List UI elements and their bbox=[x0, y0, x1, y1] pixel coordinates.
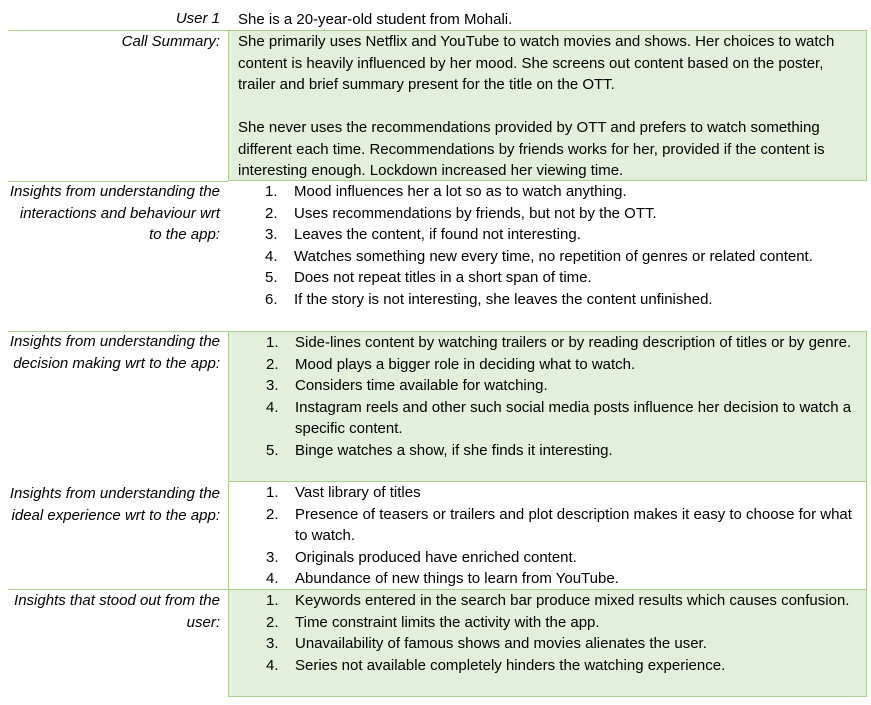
list-item-number: 1. bbox=[266, 592, 279, 609]
list-item-text: Side-lines content by watching trailers or by reading description of titles or by genre. bbox=[295, 334, 852, 351]
decision-list bbox=[238, 332, 858, 461]
list-item-number: 6. bbox=[265, 290, 278, 308]
list-item-number: 1. bbox=[265, 183, 278, 200]
decision-row bbox=[0, 331, 871, 482]
list-item-number: 4. bbox=[265, 247, 278, 265]
decision-content bbox=[228, 331, 867, 482]
call-summary-paragraph: She primarily uses Netflix and YouTube to watch movies and shows. Her choices to watch content is heavily influenced by her mood. She screens out content based on the poster, trailer and brief summary present for the title on the OTT. bbox=[238, 33, 835, 93]
user-description bbox=[228, 8, 867, 32]
list-item-text: Keywords entered in the search bar produce mixed results which causes confusion. bbox=[295, 592, 850, 609]
list-item-text: Binge watches a show, if she finds it interesting. bbox=[295, 441, 613, 459]
list-item-number: 1. bbox=[266, 484, 279, 501]
call-summary-paragraph: She never uses the recommendations provided by OTT and prefers to watch something different each time. Recommendations by friends works for her, provided if the content is interesting enough. Lockdown increased her viewing time. bbox=[238, 119, 825, 179]
ideal-row bbox=[0, 482, 871, 589]
list-item bbox=[237, 246, 859, 268]
list-item-number: 2. bbox=[266, 613, 279, 631]
stood-out-row bbox=[0, 590, 871, 697]
list-item-number: 3. bbox=[265, 226, 278, 243]
call-summary-row bbox=[0, 31, 871, 181]
decision-label: Insights from understanding the decision making wrt to the app: bbox=[9, 333, 220, 372]
list-item-text: Originals produced have enriched content. bbox=[295, 548, 577, 566]
list-item-text: Does not repeat titles in a short span of time. bbox=[294, 269, 592, 286]
list-item-number: 3. bbox=[266, 548, 279, 566]
call-summary-content bbox=[228, 31, 867, 181]
list-item bbox=[238, 633, 858, 655]
list-item-text: Watches something new every time, no repetition of genres or related content. bbox=[294, 247, 813, 265]
list-item-number: 4. bbox=[266, 570, 279, 587]
call-summary-label: Call Summary: bbox=[121, 33, 220, 50]
list-item-number: 4. bbox=[266, 398, 279, 416]
list-item bbox=[238, 547, 858, 569]
list-item-text: Uses recommendations by friends, but not by the OTT. bbox=[294, 204, 657, 222]
list-item-text: If the story is not interesting, she leaves the content unfinished. bbox=[294, 290, 713, 308]
list-item-number: 1. bbox=[266, 334, 279, 351]
stood-out-content bbox=[228, 590, 867, 697]
user-row bbox=[0, 7, 871, 30]
list-item bbox=[238, 612, 858, 634]
ideal-list bbox=[238, 482, 858, 590]
ideal-label: Insights from understanding the ideal experience wrt to the app: bbox=[9, 485, 220, 524]
list-item bbox=[238, 590, 858, 612]
list-item-number: 5. bbox=[265, 269, 278, 286]
list-item bbox=[238, 482, 858, 504]
list-item bbox=[238, 397, 858, 440]
stood-out-label: Insights that stood out from the user: bbox=[14, 592, 220, 631]
list-item-text: Leaves the content, if found not interesting. bbox=[294, 226, 581, 243]
list-item-number: 4. bbox=[266, 656, 279, 674]
list-item-text: Mood plays a bigger role in deciding what to watch. bbox=[295, 355, 636, 373]
list-item-text: Instagram reels and other such social media posts influence her decision to watch a specific content. bbox=[295, 398, 852, 437]
list-item bbox=[238, 354, 858, 376]
ideal-content bbox=[228, 482, 867, 589]
list-item bbox=[238, 568, 858, 590]
list-item-number: 5. bbox=[266, 441, 279, 459]
interactions-list bbox=[237, 181, 859, 310]
list-item bbox=[237, 289, 859, 311]
list-item bbox=[237, 203, 859, 225]
list-item-text: Vast library of titles bbox=[295, 484, 421, 501]
list-item bbox=[237, 181, 859, 203]
list-item-number: 3. bbox=[266, 377, 279, 394]
list-item-text: Series not available completely hinders the watching experience. bbox=[295, 656, 726, 674]
list-item bbox=[237, 267, 859, 289]
list-item-text: Unavailability of famous shows and movies alienates the user. bbox=[295, 635, 707, 652]
list-item bbox=[238, 375, 858, 397]
list-item bbox=[238, 332, 858, 354]
stood-out-list bbox=[238, 590, 858, 676]
list-item bbox=[238, 655, 858, 677]
list-item-number: 3. bbox=[266, 635, 279, 652]
list-item-number: 2. bbox=[266, 505, 279, 523]
list-item-number: 2. bbox=[265, 204, 278, 222]
interactions-label: Insights from understanding the interactions and behaviour wrt to the app: bbox=[9, 183, 220, 243]
list-item-text: Mood influences her a lot so as to watch anything. bbox=[294, 183, 627, 200]
list-item-number: 2. bbox=[266, 355, 279, 373]
list-item-text: Abundance of new things to learn from YouTube. bbox=[295, 570, 619, 587]
interactions-row bbox=[0, 181, 871, 331]
list-item-text: Presence of teasers or trailers and plot description makes it easy to choose for what to watch. bbox=[295, 505, 852, 544]
list-item-text: Considers time available for watching. bbox=[295, 377, 548, 394]
interactions-content bbox=[228, 181, 867, 331]
list-item bbox=[238, 440, 858, 462]
list-item bbox=[238, 504, 858, 547]
user-label: User 1 bbox=[175, 10, 220, 27]
list-item bbox=[237, 224, 859, 246]
list-item-text: Time constraint limits the activity with the app. bbox=[295, 613, 600, 631]
user-description-text: She is a 20-year-old student from Mohali. bbox=[238, 11, 513, 28]
